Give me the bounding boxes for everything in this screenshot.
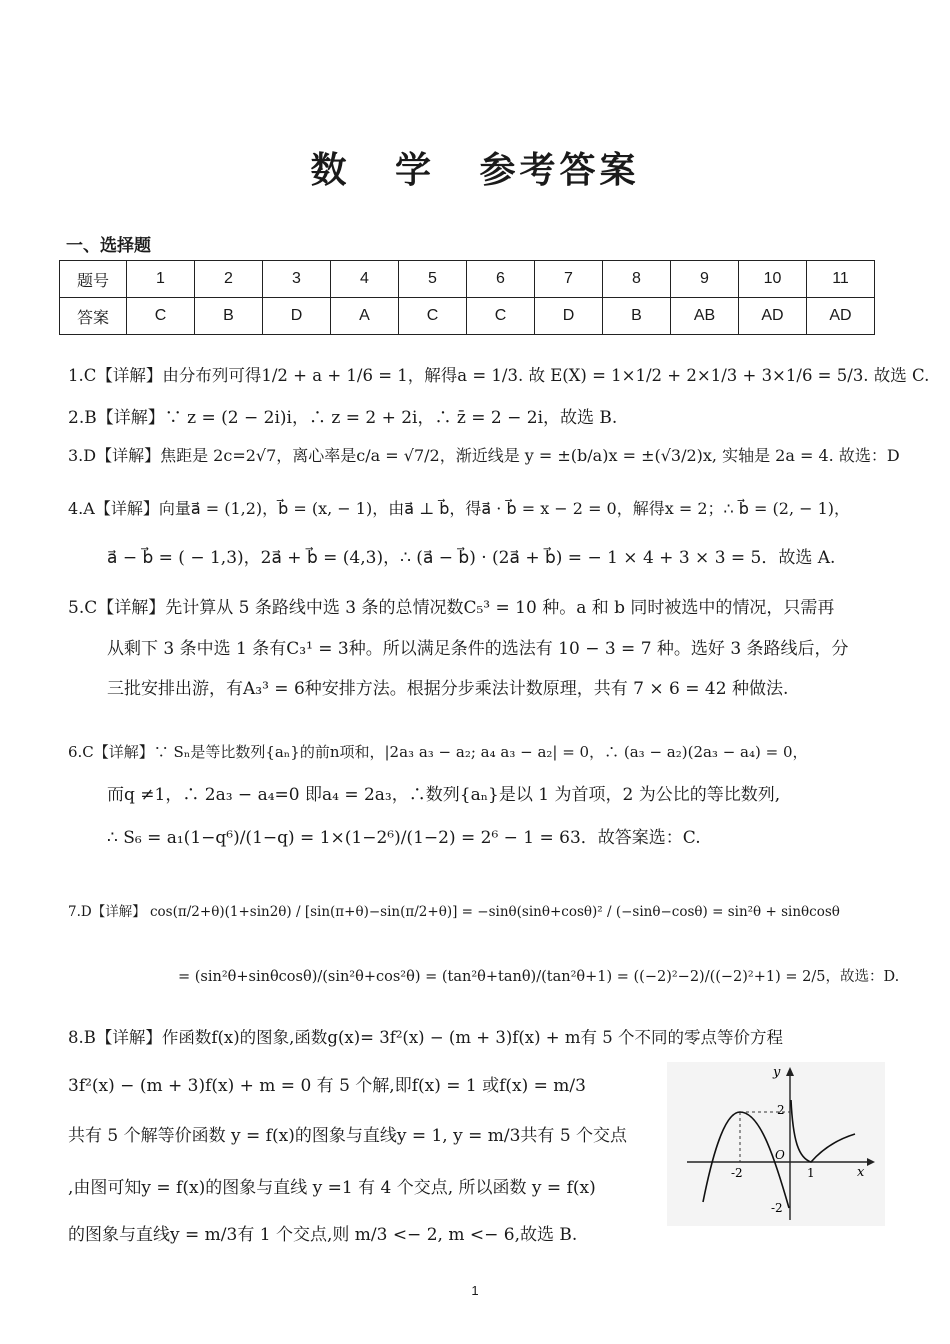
table-cell: 6 [467, 261, 535, 298]
table-cell: AD [807, 298, 875, 335]
x-tick-neg2: -2 [731, 1166, 743, 1180]
table-cell: 8 [603, 261, 671, 298]
y-axis-arrow [786, 1067, 794, 1076]
solution-3: 3.D【详解】焦距是 2c=2√7，离心率是c/a = √7/2，渐近线是 y = ±(b/a)x = ±(√3/2)x, 实轴是 2a = 4. 故选：D [68, 446, 900, 465]
x-tick-1: 1 [807, 1166, 815, 1180]
solution-8-line5: 的图象与直线y = m/3有 1 个交点,则 m/3 <− 2, m <− 6,故选 B. [68, 1225, 578, 1245]
solution-8-line4: ,由图可知y = f(x)的图象与直线 y =1 有 4 个交点, 所以函数 y = f(x) [68, 1178, 596, 1198]
table-cell: C [467, 298, 535, 335]
curve-right [791, 1100, 855, 1162]
table-cell: 9 [671, 261, 739, 298]
table-row [60, 261, 875, 298]
table-cell: 11 [807, 261, 875, 298]
table-cell: 3 [263, 261, 331, 298]
table-cell: 1 [127, 261, 195, 298]
row-header-number: 题号 [60, 261, 127, 298]
table-row [60, 298, 875, 335]
table-cell: AD [739, 298, 807, 335]
table-cell: AB [671, 298, 739, 335]
solution-4-line1: 4.A【详解】向量a⃗ = (1,2)，b⃗ = (x, − 1)，由a⃗ ⊥ b⃗，得a⃗ · b⃗ = x − 2 = 0，解得x = 2；∴ b⃗ = (2, − 1)， [68, 499, 851, 518]
solution-8-line3: 共有 5 个解等价函数 y = f(x)的图象与直线y = 1, y = m/3共有 5 个交点 [68, 1126, 628, 1146]
table-cell: 10 [739, 261, 807, 298]
row-header-answer: 答案 [60, 298, 127, 335]
solution-4-line2: a⃗ − b⃗ = ( − 1,3)，2a⃗ + b⃗ = (4,3)，∴ (a⃗ − b⃗) · (2a⃗ + b⃗) = − 1 × 4 + 3 × 3 = 5．故选 A. [107, 548, 836, 568]
table-cell: 2 [195, 261, 263, 298]
table-cell: A [331, 298, 399, 335]
function-graph [667, 1062, 885, 1226]
x-axis-label: x [857, 1165, 865, 1180]
solution-5-line1: 5.C【详解】先计算从 5 条路线中选 3 条的总情况数C₅³ = 10 种。a 和 b 同时被选中的情况，只需再 [68, 598, 835, 618]
solution-8-line2: 3f²(x) − (m + 3)f(x) + m = 0 有 5 个解,即f(x) = 1 或f(x) = m/3 [68, 1076, 586, 1096]
solution-5-line2: 从剩下 3 条中选 1 条有C₃¹ = 3种。所以满足条件的选法有 10 − 3 = 7 种。选好 3 条路线后，分 [107, 639, 849, 659]
y-axis-label: y [773, 1065, 781, 1080]
table-cell: 5 [399, 261, 467, 298]
solution-1: 1.C【详解】由分布列可得1/2 + a + 1/6 = 1，解得a = 1/3. 故 E(X) = 1×1/2 + 2×1/3 + 3×1/6 = 5/3. 故选 C. [68, 366, 930, 385]
solution-6-line2: 而q ≠1，∴ 2a₃ − a₄=0 即a₄ = 2a₃，∴数列{aₙ}是以 1 为首项，2 为公比的等比数列, [107, 785, 781, 805]
solution-8-line1: 8.B【详解】作函数f(x)的图象,函数g(x)= 3f²(x) − (m + 3)f(x) + m有 5 个不同的零点等价方程 [68, 1028, 783, 1047]
solution-2: 2.B【详解】∵ z = (2 − 2i)i，∴ z = 2 + 2i，∴ z̄ = 2 − 2i，故选 B. [68, 408, 618, 428]
y-tick-neg2: -2 [771, 1201, 783, 1215]
x-axis-arrow [867, 1158, 875, 1166]
solution-7-line1: 7.D【详解】 cos(π/2+θ)(1+sin2θ) / [sin(π+θ)−sin(π/2+θ)] = −sinθ(sinθ+cosθ)² / (−sinθ−cosθ) = sin²θ + sinθcosθ [68, 904, 840, 920]
table-cell: D [535, 298, 603, 335]
table-cell: C [127, 298, 195, 335]
y-tick-2: 2 [777, 1103, 785, 1117]
origin-label: O [775, 1148, 785, 1162]
graph-svg [667, 1062, 885, 1226]
table-cell: B [195, 298, 263, 335]
solution-7-line2: = (sin²θ+sinθcosθ)/(sin²θ+cos²θ) = (tan²θ+tanθ)/(tan²θ+1) = ((−2)²−2)/((−2)²+1) = 2/5，故选：D. [178, 969, 900, 985]
section-title: 一、选择题 [66, 236, 151, 256]
answer-table [59, 260, 875, 335]
solution-6-line3: ∴ S₆ = a₁(1−q⁶)/(1−q) = 1×(1−2⁶)/(1−2) = 2⁶ − 1 = 63．故答案选：C. [107, 828, 701, 848]
table-cell: C [399, 298, 467, 335]
table-cell: D [263, 298, 331, 335]
page-title: 数 学 参考答案 [310, 150, 640, 191]
table-cell: B [603, 298, 671, 335]
solution-5-line3: 三批安排出游，有A₃³ = 6种安排方法。根据分步乘法计数原理，共有 7 × 6 = 42 种做法. [107, 679, 789, 699]
solution-6-line1: 6.C【详解】∵ Sₙ是等比数列{aₙ}的前n项和，|2a₃ a₃ − a₂; a₄ a₃ − a₂| = 0，∴ (a₃ − a₂)(2a₃ − a₄) = 0， [68, 743, 808, 761]
table-cell: 7 [535, 261, 603, 298]
table-cell: 4 [331, 261, 399, 298]
page-number: 1 [471, 1283, 479, 1298]
